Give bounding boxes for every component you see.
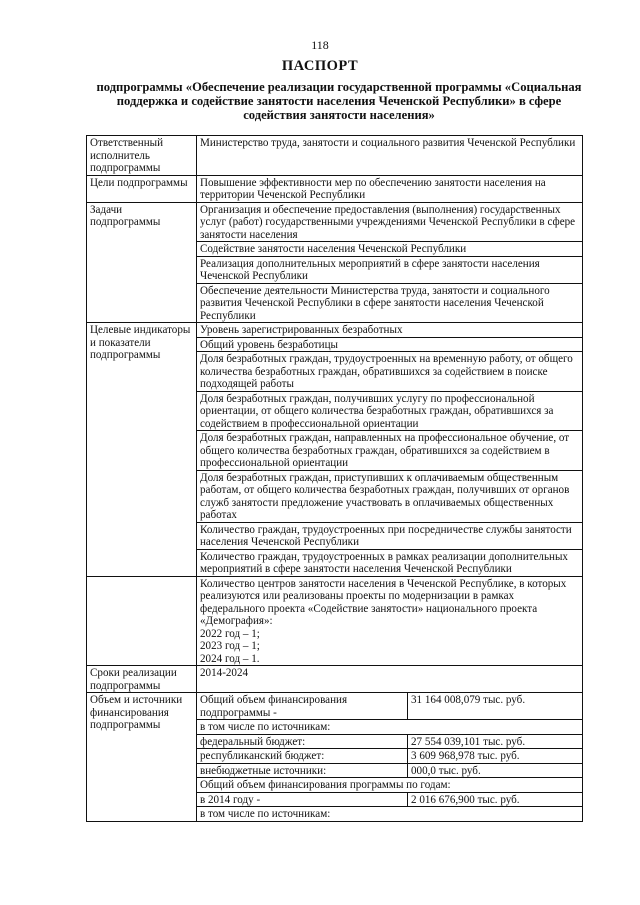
indicator-item: Общий уровень безработицы — [197, 337, 583, 352]
responsible-label: Ответственный исполнитель подпрограммы — [87, 136, 197, 176]
terms-label: Сроки реализации подпрограммы — [87, 666, 197, 693]
financing-total-label: Общий объем финансирования подпрограммы - — [197, 693, 408, 720]
table-row — [87, 693, 583, 720]
indicators-label: Целевые индикаторы и показатели подпрограммы — [87, 323, 197, 577]
centers-indicator — [197, 576, 583, 666]
goals-label: Цели подпрограммы — [87, 175, 197, 202]
centers-year: 2023 год – 1; — [200, 640, 260, 652]
indicator-item: Количество граждан, трудоустроенных при посредничестве службы занятости населения Чеченской Республики — [197, 522, 583, 549]
financing-by-sources-2: в том числе по источникам: — [197, 807, 583, 822]
financing-label: Объем и источники финансирования подпрограммы — [87, 693, 197, 822]
financing-by-years: Общий объем финансирования программы по годам: — [197, 778, 583, 793]
indicator-item: Количество граждан, трудоустроенных в рамках реализации дополнительных мероприятий в сфере занятости населения Чеченской Республики — [197, 549, 583, 576]
table-row — [87, 323, 583, 338]
federal-value: 27 554 039,101 тыс. руб. — [408, 734, 583, 749]
table-row — [87, 576, 583, 666]
republic-label: республиканский бюджет: — [197, 749, 408, 764]
document-title: ПАСПОРТ — [281, 58, 359, 74]
indicator-item: Доля безработных граждан, направленных на профессиональное обучение, от общего количества безработных граждан, обратившихся за содействием в профессиональной ориентации — [197, 431, 583, 471]
responsible-value: Министерство труда, занятости и социального развития Чеченской Республики — [197, 136, 583, 176]
financing-by-sources: в том числе по источникам: — [197, 720, 583, 735]
offbudget-label: внебюджетные источники: — [197, 763, 408, 778]
task-item: Организация и обеспечение предоставления (выполнения) государственных услуг (работ) государственными учреждениями Чеченской Республики в сфере занятости населения — [197, 202, 583, 242]
terms-value: 2014-2024 — [197, 666, 583, 693]
table-row — [87, 666, 583, 693]
indicator-item: Уровень зарегистрированных безработных — [197, 323, 583, 338]
indicator-item: Доля безработных граждан, приступивших к оплачиваемым общественным работам, от общего количества безработных граждан, получивших от органов служб занятости предложение участвовать в оплачиваемых общественных работах — [197, 470, 583, 522]
centers-year: 2022 год – 1; — [200, 627, 260, 640]
centers-year: 2024 год – 1. — [200, 652, 260, 665]
task-item: Реализация дополнительных мероприятий в сфере занятости населения Чеченской Республики — [197, 256, 583, 283]
indicator-item: Доля безработных граждан, трудоустроенных на временную работу, от общего количества безработных граждан, обратившихся за содействием в поиске подходящей работы — [197, 352, 583, 392]
goals-value: Повышение эффективности мер по обеспечению занятости населения на территории Чеченской Республики — [197, 175, 583, 202]
indicator-item: Доля безработных граждан, получивших услугу по профессиональной ориентации, от общего количества безработных граждан, обратившихся за содействием в профессиональной ориентации — [197, 391, 583, 431]
task-item: Содействие занятости населения Чеченской Республики — [197, 242, 583, 257]
centers-text: Количество центров занятости населения в Чеченской Республике, в которых реализуются или реализованы проекты по модернизации в рамках федерального проекта «Содействие занятости» национального проекта «Демография»: — [200, 577, 567, 627]
year-2014-value: 2 016 676,900 тыс. руб. — [408, 792, 583, 807]
year-2014-label: в 2014 году - — [197, 792, 408, 807]
empty-label-cell — [87, 576, 197, 666]
financing-total-value: 31 164 008,079 тыс. руб. — [408, 693, 583, 720]
table-row — [87, 136, 583, 176]
offbudget-value: 000,0 тыс. руб. — [408, 763, 583, 778]
tasks-label: Задачи подпрограммы — [87, 202, 197, 323]
federal-label: федеральный бюджет: — [197, 734, 408, 749]
table-row — [87, 202, 583, 242]
table-row — [87, 175, 583, 202]
document-subtitle: подпрограммы «Обеспечение реализации государственной программы «Социальная поддержка и содействие занятости населения Чеченской Республики» в сфере содействия занятости населения» — [96, 80, 582, 122]
task-item: Обеспечение деятельности Министерства труда, занятости и социального развития Чеченской Республики в сфере занятости населения Чеченской Республики — [197, 283, 583, 323]
page-number: 118 — [311, 38, 329, 52]
republic-value: 3 609 968,978 тыс. руб. — [408, 749, 583, 764]
passport-table — [86, 135, 583, 822]
